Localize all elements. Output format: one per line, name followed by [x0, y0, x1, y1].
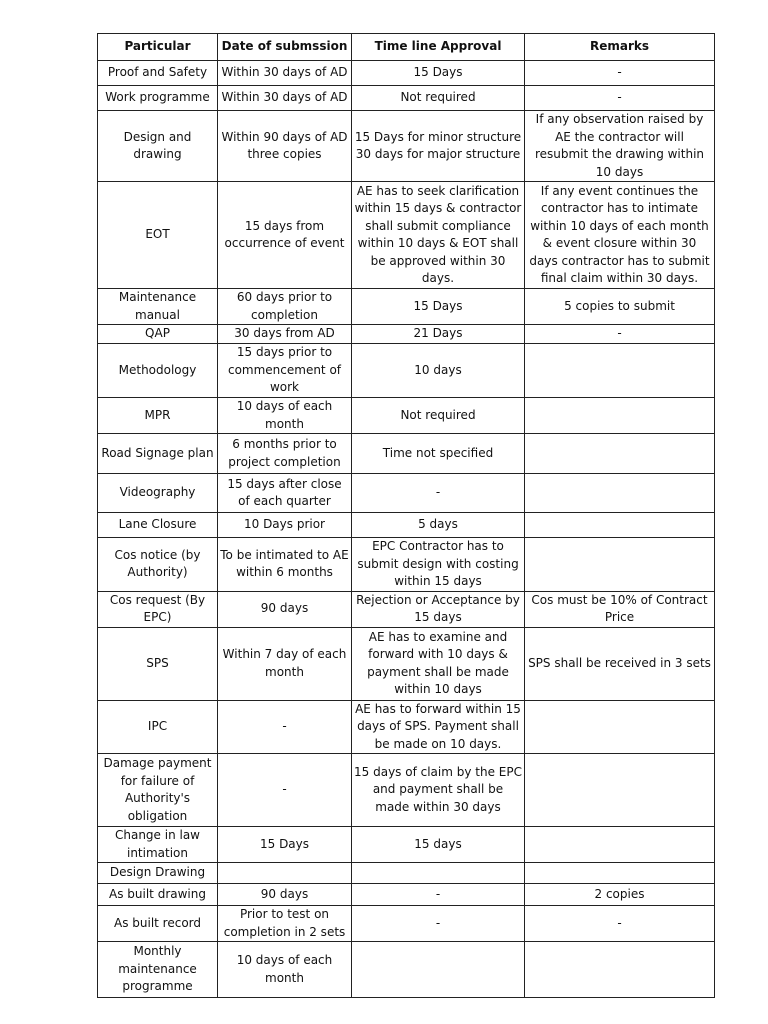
cell-date-of-submission: Within 30 days of AD — [218, 61, 352, 86]
cell-particular: Proof and Safety — [98, 61, 218, 86]
cell-particular: Cos notice (by Authority) — [98, 538, 218, 592]
table-row — [98, 942, 715, 998]
cell-particular: SPS — [98, 627, 218, 700]
cell-date-of-submission: - — [218, 700, 352, 754]
cell-time-line-approval: - — [352, 474, 525, 513]
table-row — [98, 434, 715, 474]
cell-date-of-submission: 6 months prior to project completion — [218, 434, 352, 474]
cell-remarks: SPS shall be received in 3 sets — [525, 627, 715, 700]
table-row — [98, 398, 715, 434]
cell-remarks — [525, 344, 715, 398]
cell-particular: QAP — [98, 325, 218, 344]
cell-remarks — [525, 434, 715, 474]
cell-time-line-approval: 21 Days — [352, 325, 525, 344]
cell-date-of-submission: Within 30 days of AD — [218, 86, 352, 111]
cell-time-line-approval — [352, 942, 525, 998]
cell-particular: Change in law intimation — [98, 827, 218, 863]
cell-particular: IPC — [98, 700, 218, 754]
header-remarks: Remarks — [525, 34, 715, 61]
cell-date-of-submission: 15 days after close of each quarter — [218, 474, 352, 513]
cell-date-of-submission: 10 days of each month — [218, 398, 352, 434]
cell-time-line-approval: AE has to examine and forward with 10 days & payment shall be made within 10 days — [352, 627, 525, 700]
table-row — [98, 474, 715, 513]
cell-remarks — [525, 863, 715, 884]
cell-date-of-submission: 15 days prior to commencement of work — [218, 344, 352, 398]
cell-time-line-approval: Not required — [352, 398, 525, 434]
cell-remarks: - — [525, 86, 715, 111]
cell-remarks: - — [525, 906, 715, 942]
cell-time-line-approval: 15 Days — [352, 61, 525, 86]
cell-remarks — [525, 513, 715, 538]
cell-particular: Maintenance manual — [98, 289, 218, 325]
cell-time-line-approval: AE has to seek clarification within 15 days & contractor shall submit compliance within 10 days & EOT shall be approved within 30 days. — [352, 182, 525, 289]
cell-particular: Videography — [98, 474, 218, 513]
submission-schedule-table — [97, 33, 715, 998]
cell-remarks: 5 copies to submit — [525, 289, 715, 325]
cell-date-of-submission: Within 7 day of each month — [218, 627, 352, 700]
cell-date-of-submission — [218, 863, 352, 884]
cell-remarks: Cos must be 10% of Contract Price — [525, 591, 715, 627]
cell-time-line-approval: EPC Contractor has to submit design with costing within 15 days — [352, 538, 525, 592]
cell-date-of-submission: 90 days — [218, 591, 352, 627]
cell-particular: Cos request (By EPC) — [98, 591, 218, 627]
header-time-line-approval: Time line Approval — [352, 34, 525, 61]
table-body — [98, 61, 715, 998]
cell-date-of-submission: 90 days — [218, 884, 352, 906]
table-row — [98, 111, 715, 182]
cell-remarks: - — [525, 325, 715, 344]
table-row — [98, 627, 715, 700]
cell-remarks: If any event continues the contractor has to intimate within 10 days of each month & event closure within 30 days contractor has to submit final claim within 30 days. — [525, 182, 715, 289]
cell-date-of-submission: 30 days from AD — [218, 325, 352, 344]
cell-remarks — [525, 827, 715, 863]
cell-time-line-approval: 5 days — [352, 513, 525, 538]
cell-particular: As built drawing — [98, 884, 218, 906]
header-row — [98, 34, 715, 61]
cell-time-line-approval: 15 Days — [352, 289, 525, 325]
cell-remarks: - — [525, 61, 715, 86]
cell-particular: Lane Closure — [98, 513, 218, 538]
cell-particular: Work programme — [98, 86, 218, 111]
cell-time-line-approval: - — [352, 884, 525, 906]
cell-particular: Design Drawing — [98, 863, 218, 884]
cell-date-of-submission: To be intimated to AE within 6 months — [218, 538, 352, 592]
cell-remarks: 2 copies — [525, 884, 715, 906]
table-row — [98, 863, 715, 884]
table-row — [98, 325, 715, 344]
cell-time-line-approval — [352, 863, 525, 884]
cell-date-of-submission: 15 Days — [218, 827, 352, 863]
cell-date-of-submission: 10 Days prior — [218, 513, 352, 538]
cell-date-of-submission: - — [218, 754, 352, 827]
cell-date-of-submission: Within 90 days of AD three copies — [218, 111, 352, 182]
cell-particular: Design and drawing — [98, 111, 218, 182]
table-row — [98, 344, 715, 398]
table-row — [98, 538, 715, 592]
cell-time-line-approval: AE has to forward within 15 days of SPS. Payment shall be made on 10 days. — [352, 700, 525, 754]
cell-particular: MPR — [98, 398, 218, 434]
cell-remarks — [525, 700, 715, 754]
cell-remarks — [525, 942, 715, 998]
cell-date-of-submission: 15 days from occurrence of event — [218, 182, 352, 289]
cell-time-line-approval: Time not specified — [352, 434, 525, 474]
cell-date-of-submission: Prior to test on completion in 2 sets — [218, 906, 352, 942]
table-row — [98, 61, 715, 86]
cell-time-line-approval: 15 days of claim by the EPC and payment shall be made within 30 days — [352, 754, 525, 827]
table-row — [98, 754, 715, 827]
table-row — [98, 591, 715, 627]
cell-particular: EOT — [98, 182, 218, 289]
cell-remarks — [525, 474, 715, 513]
table-row — [98, 289, 715, 325]
table-row — [98, 182, 715, 289]
table-row — [98, 513, 715, 538]
cell-remarks — [525, 538, 715, 592]
cell-remarks: If any observation raised by AE the contractor will resubmit the drawing within 10 days — [525, 111, 715, 182]
header-particular: Particular — [98, 34, 218, 61]
cell-date-of-submission: 60 days prior to completion — [218, 289, 352, 325]
cell-particular: As built record — [98, 906, 218, 942]
header-date-of-submission: Date of submssion — [218, 34, 352, 61]
cell-time-line-approval: Not required — [352, 86, 525, 111]
cell-date-of-submission: 10 days of each month — [218, 942, 352, 998]
table-row — [98, 884, 715, 906]
cell-particular: Monthly maintenance programme — [98, 942, 218, 998]
cell-remarks — [525, 754, 715, 827]
cell-time-line-approval: 10 days — [352, 344, 525, 398]
cell-particular: Methodology — [98, 344, 218, 398]
cell-time-line-approval: 15 Days for minor structure 30 days for major structure — [352, 111, 525, 182]
cell-particular: Road Signage plan — [98, 434, 218, 474]
cell-time-line-approval: Rejection or Acceptance by 15 days — [352, 591, 525, 627]
table-row — [98, 906, 715, 942]
table-row — [98, 86, 715, 111]
cell-time-line-approval: 15 days — [352, 827, 525, 863]
cell-remarks — [525, 398, 715, 434]
cell-particular: Damage payment for failure of Authority's obligation — [98, 754, 218, 827]
table-row — [98, 827, 715, 863]
cell-time-line-approval: - — [352, 906, 525, 942]
table-row — [98, 700, 715, 754]
